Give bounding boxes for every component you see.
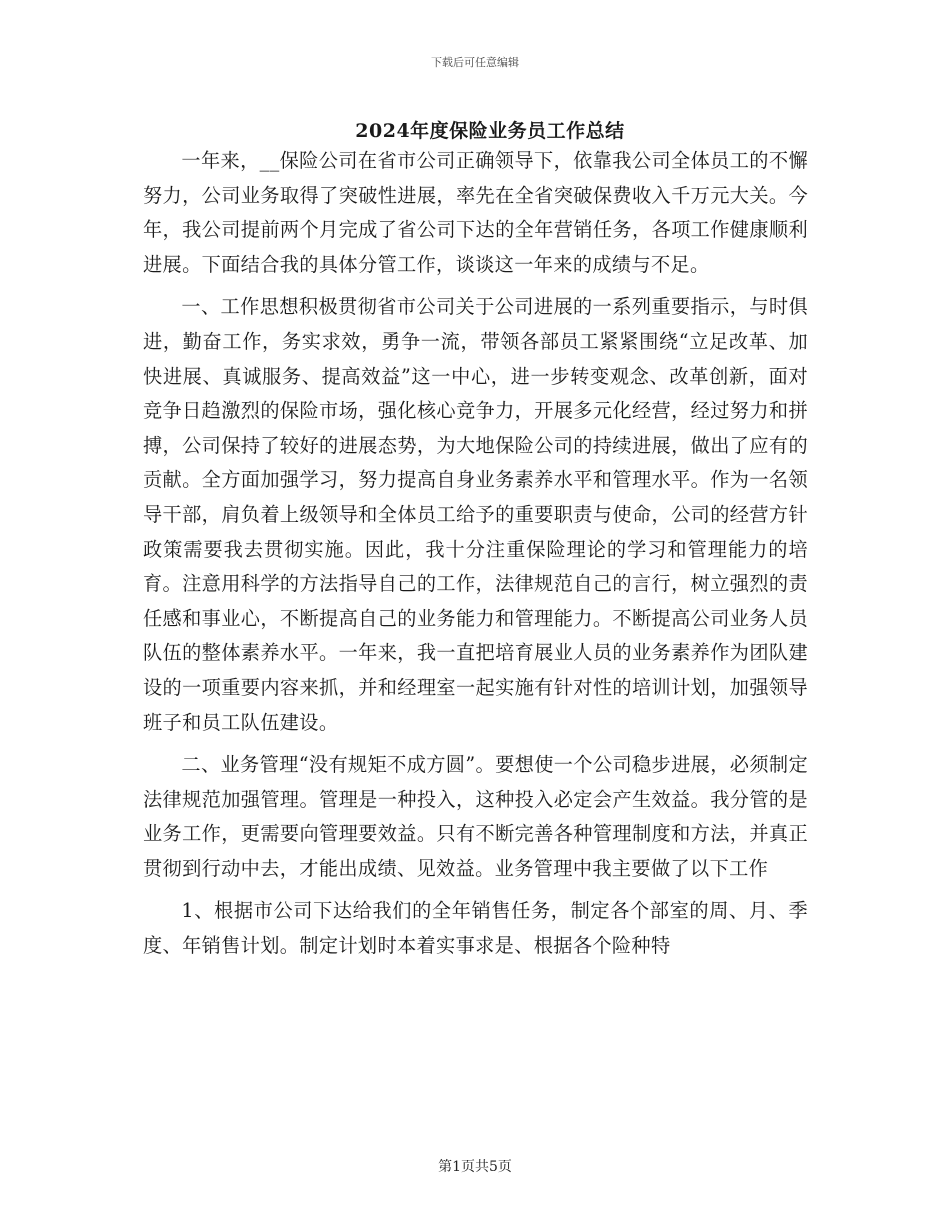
paragraph-intro: 一年来，__保险公司在省市公司正确领导下，依靠我公司全体员工的不懈努力，公司业务取得了突破性进展，率先在全省突破保费收入千万元大关。今年，我公司提前两个月完成了省公司下达的全年营销任务，各项工作健康顺利进展。下面结合我的具体分管工作，谈谈这一年来的成绩与不足。 [143, 149, 808, 276]
document-title: 2024年度保险业务员工作总结 [355, 120, 625, 142]
paragraph-section-one: 一、工作思想积极贯彻省市公司关于公司进展的一系列重要指示，与时俱进，勤奋工作，务实求效，勇争一流，带领各部员工紧紧围绕“立足改革、加快进展、真诚服务、提高效益”这一中心，进一步转变观念、改革创新，面对竞争日趋激烈的保险市场，强化核心竞争力，开展多元化经营，经过努力和拼搏，公司保持了较好的进展态势，为大地保险公司的持续进展，做出了应有的贡献。全方面加强学习，努力提高自身业务素养水平和管理水平。作为一名领导干部，肩负着上级领导和全体员工给予的重要职责与使命，公司的经营方针政策需要我去贯彻实施。因此，我十分注重保险理论的学习和管理能力的培育。注意用科学的方法指导自己的工作，法律规范自己的言行，树立强烈的责任感和事业心，不断提高自己的业务能力和管理能力。不断提高公司业务人员队伍的整体素养水平。一年来，我一直把培育展业人员的业务素养作为团队建设的一项重要内容来抓，并和经理室一起实施有针对性的培训计划，加强领导班子和员工队伍建设。 [143, 295, 808, 734]
paragraph-section-two: 二、业务管理“没有规矩不成方圆”。要想使一个公司稳步进展，必须制定法律规范加强管理。管理是一种投入，这种投入必定会产生效益。我分管的是业务工作，更需要向管理要效益。只有不断完善各种管理制度和方法，并真正贯彻到行动中去，才能出成绩、见效益。业务管理中我主要做了以下工作 [143, 753, 808, 880]
paragraph-item-one: 1、根据市公司下达给我们的全年销售任务，制定各个部室的周、月、季度、年销售计划。制定计划时本着实事求是、根据各个险种特 [143, 899, 808, 958]
document-body [143, 144, 808, 964]
page-indicator: 第1页共5页 [438, 1159, 512, 1175]
header-note: 下载后可任意编辑 [431, 56, 519, 69]
